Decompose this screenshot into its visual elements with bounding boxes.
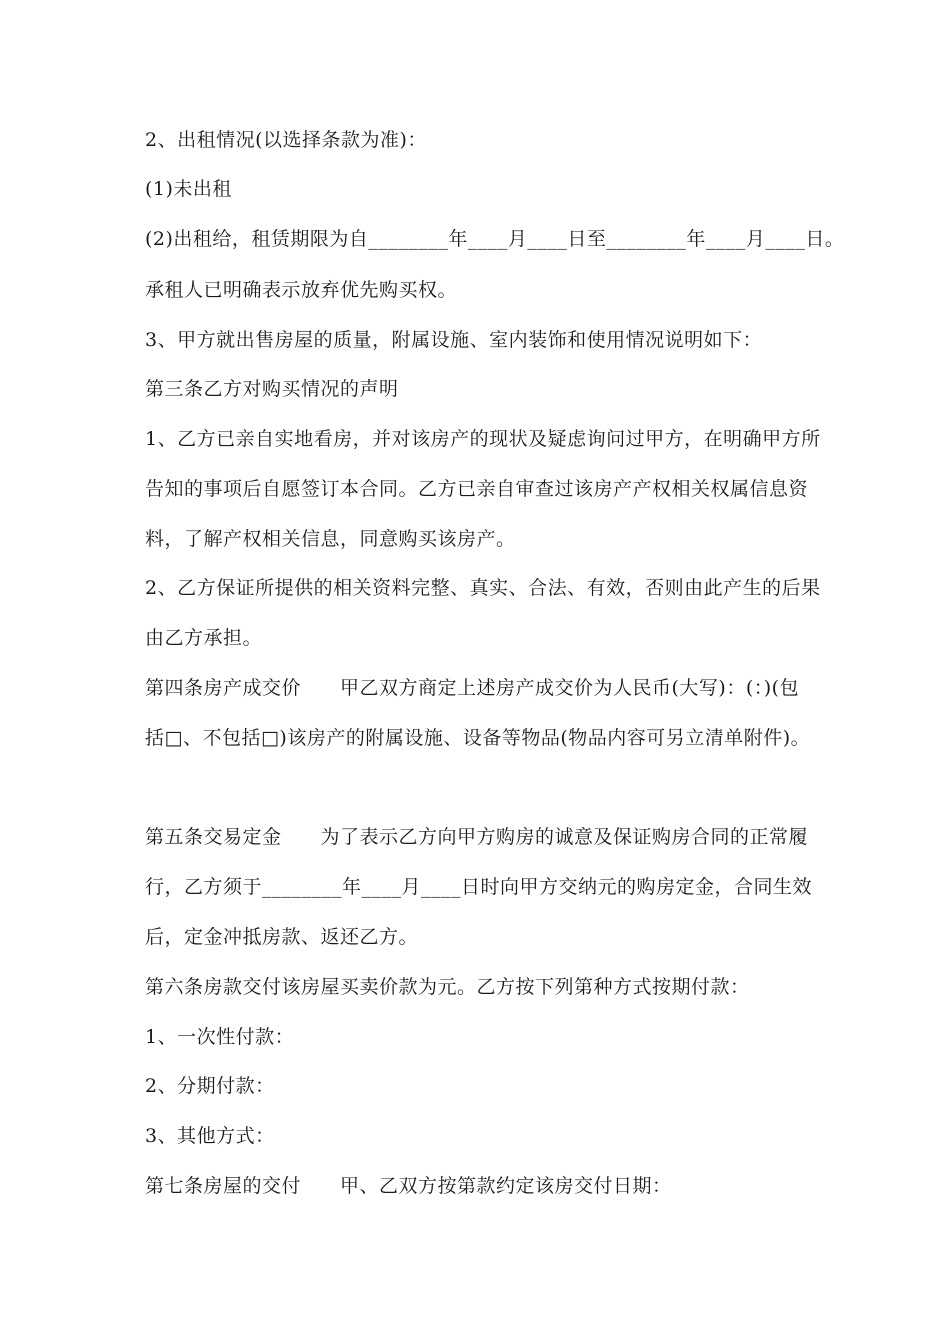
text-line-leased-to: (2)出租给，租赁期限为自________年____月____日至________年____月____日。: [145, 228, 845, 250]
text-line-article-3-item-1c: 料，了解产权相关信息，同意购买该房产。: [145, 528, 516, 550]
text-line-payment-lump-sum: 1、一次性付款：: [145, 1026, 295, 1048]
article-6-heading: 第六条房款交付该房屋买卖价款为元。乙方按下列第种方式按期付款：: [145, 976, 750, 998]
article-5-line-2: 行，乙方须于________年____月____日时向甲方交纳元的购房定金，合同生效: [145, 876, 813, 898]
text-line-article-3-item-2b: 由乙方承担。: [145, 627, 263, 649]
text-line-article-3-item-1a: 1、乙方已亲自实地看房，并对该房产的现状及疑虑询问过甲方，在明确甲方所: [145, 428, 821, 450]
text-line-lease-status-heading: 2、出租情况(以选择条款为准)：: [145, 129, 427, 151]
text-line-quality-statement: 3、甲方就出售房屋的质量，附属设施、室内装饰和使用情况说明如下：: [145, 329, 763, 351]
text-line-tenant-waiver: 承租人已明确表示放弃优先购买权。: [145, 279, 458, 301]
article-4-line-2: 括□、不包括□)该房产的附属设施、设备等物品(物品内容可另立清单附件)。: [145, 727, 811, 749]
text-line-article-3-item-1b: 告知的事项后自愿签订本合同。乙方已亲自审查过该房产产权相关权属信息资: [145, 478, 809, 500]
text-line-article-3-item-2a: 2、乙方保证所提供的相关资料完整、真实、合法、有效，否则由此产生的后果: [145, 577, 821, 599]
article-5-line-1: 第五条交易定金 为了表示乙方向甲方购房的诚意及保证购房合同的正常履: [145, 826, 809, 848]
article-5-line-3: 后，定金冲抵房款、返还乙方。: [145, 926, 419, 948]
text-line-not-leased: (1)未出租: [145, 178, 232, 200]
article-3-heading: 第三条乙方对购买情况的声明: [145, 378, 399, 400]
article-4-line-1: 第四条房产成交价 甲乙双方商定上述房产成交价为人民币(大写)：(：)(包: [145, 677, 800, 699]
text-line-payment-installments: 2、分期付款：: [145, 1075, 275, 1097]
text-line-payment-other: 3、其他方式：: [145, 1125, 275, 1147]
article-7-heading: 第七条房屋的交付 甲、乙双方按第款约定该房交付日期：: [145, 1175, 672, 1197]
